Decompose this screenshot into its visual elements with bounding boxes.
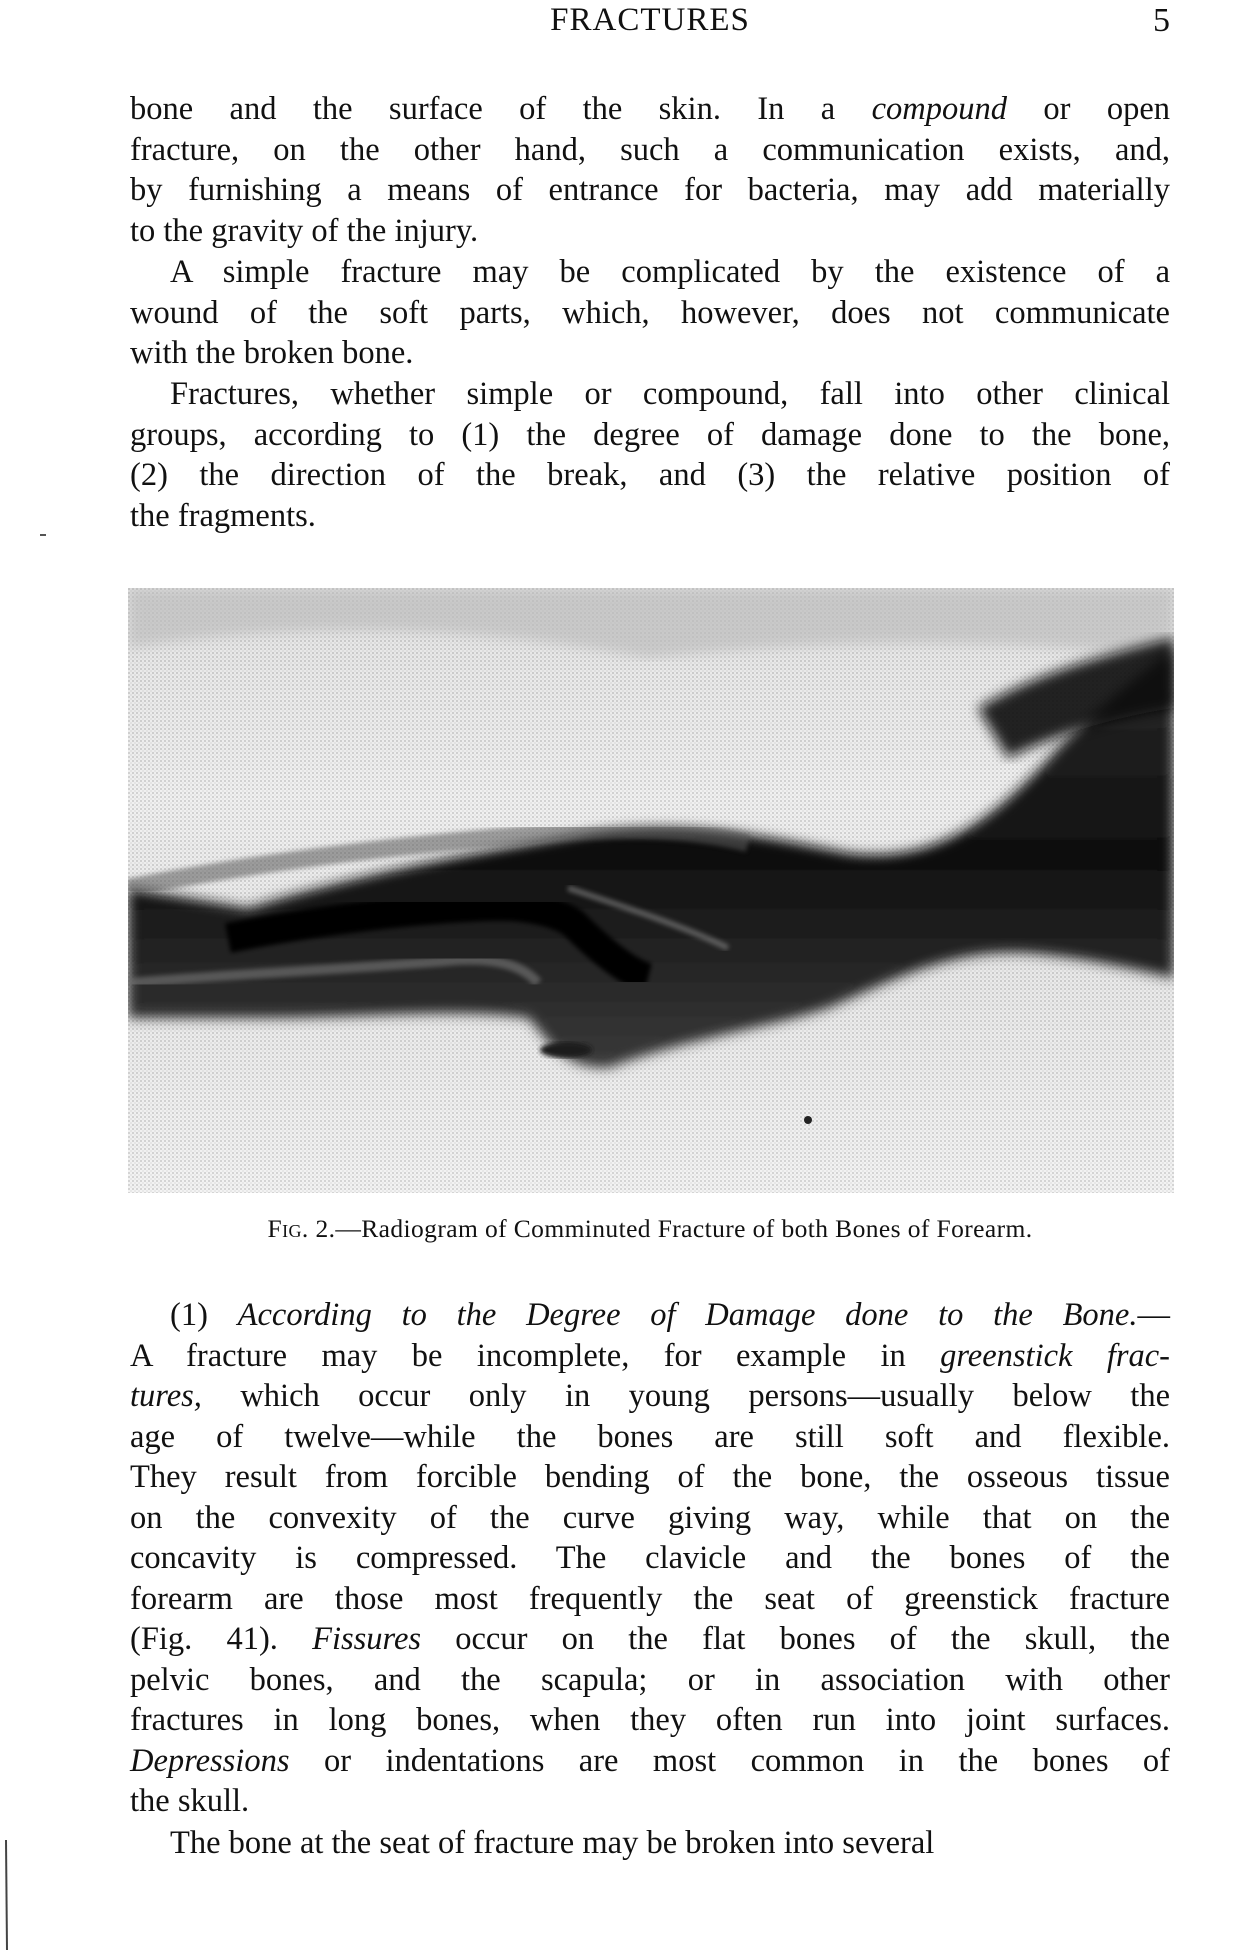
text-line [130,252,1170,293]
text-line [130,1700,1170,1741]
text-run: by furnishing a means of entrance for bacteria, may add materially [130,172,1170,208]
italic-term: tures, [130,1378,202,1414]
text-line [130,1336,1170,1377]
text-run: pelvic bones, and the scapula; or in association with other [130,1661,1170,1698]
text-run: fracture, on the other hand, such a communication exists, and, [130,131,1170,168]
text-run: or open [1007,91,1171,127]
paragraph-degree-of-damage [130,1295,1170,1822]
italic-term: Fissures [312,1621,422,1657]
paragraph-clinical-groups [130,374,1170,536]
text-line [130,333,1170,374]
text-run: Fractures, whether simple or compound, fall into other clinical [170,376,1170,412]
text-run: concavity is compressed. The clavicle and the bones of the [130,1540,1170,1576]
text-run: (1) [170,1297,238,1333]
text-line [130,1741,1170,1782]
text-run: They result from forcible bending of the bone, the osseous tissue [130,1459,1170,1495]
text-run: (2) the direction of the break, and (3) the relative position of [130,457,1170,493]
italic-term: greenstick frac- [940,1337,1170,1374]
text-line [130,1417,1170,1458]
text-line [130,415,1170,456]
text-run: — [1137,1297,1170,1333]
text-run: to the gravity of the injury. [130,212,479,249]
text-line [130,130,1170,171]
text-run: with the broken bone. [130,335,414,371]
text-line [130,293,1170,334]
italic-term: Depressions [130,1742,290,1779]
text-run: A simple fracture may be complicated by the existence of a [170,254,1170,290]
text-run: age of twelve—while the bones are still soft and flexible. [130,1418,1170,1455]
paragraph-comminuted [130,1823,1170,1864]
text-line [130,455,1170,496]
running-title: FRACTURES [550,2,750,38]
scan-edge-mark [0,1840,14,1950]
text-line [130,1781,1170,1822]
text-run: A fracture may be incomplete, for example in [130,1337,941,1374]
text-line [130,1823,1170,1864]
running-head [130,2,1170,42]
text-line [130,1538,1170,1579]
text-run: groups, according to (1) the degree of damage done to the bone, [130,416,1170,453]
italic-term: compound [871,91,1007,127]
text-line [130,170,1170,211]
text-run: or indentations are most common in the bones of [289,1742,1170,1779]
text-line [130,1498,1170,1539]
text-line [130,1376,1170,1417]
text-run: (Fig. 41). [130,1621,313,1657]
figure-caption-text: —Radiogram of Comminuted Fracture of both Bones of Forearm. [335,1214,1033,1243]
paragraph-complicated-fracture [130,252,1170,374]
text-run: the skull. [130,1783,250,1819]
text-run: wound of the soft parts, which, however, does not communicate [130,294,1170,331]
italic-term: According to the Degree of Damage done to the Bone. [237,1297,1138,1333]
text-line [130,374,1170,415]
text-run: the fragments. [130,497,316,534]
text-run: bone and the surface of the skin. In a [130,91,872,127]
figure-label: Fig. 2. [267,1214,336,1243]
radiogram-figure [128,588,1174,1193]
forearm-radiogram-image [128,588,1174,1193]
text-line [130,1660,1170,1701]
text-run: fractures in long bones, when they often run into joint surfaces. [130,1702,1170,1738]
figure-caption [130,1214,1170,1244]
text-run: The bone at the seat of fracture may be broken into several [170,1825,935,1861]
text-line [130,1295,1170,1336]
text-line [130,1619,1170,1660]
text-line [130,211,1170,252]
text-line [130,496,1170,537]
text-run: occur on the flat bones of the skull, the [421,1621,1170,1657]
scan-mark [40,534,46,536]
text-run: on the convexity of the curve giving way, while that on the [130,1499,1170,1536]
text-run: which occur only in young persons—usually below the [201,1378,1170,1414]
text-line [130,1457,1170,1498]
text-line [130,1579,1170,1620]
text-line [130,89,1170,130]
page-number: 5 [1153,2,1170,39]
text-run: forearm are those most frequently the seat of greenstick fracture [130,1580,1170,1617]
paragraph-compound-fracture [130,89,1170,251]
